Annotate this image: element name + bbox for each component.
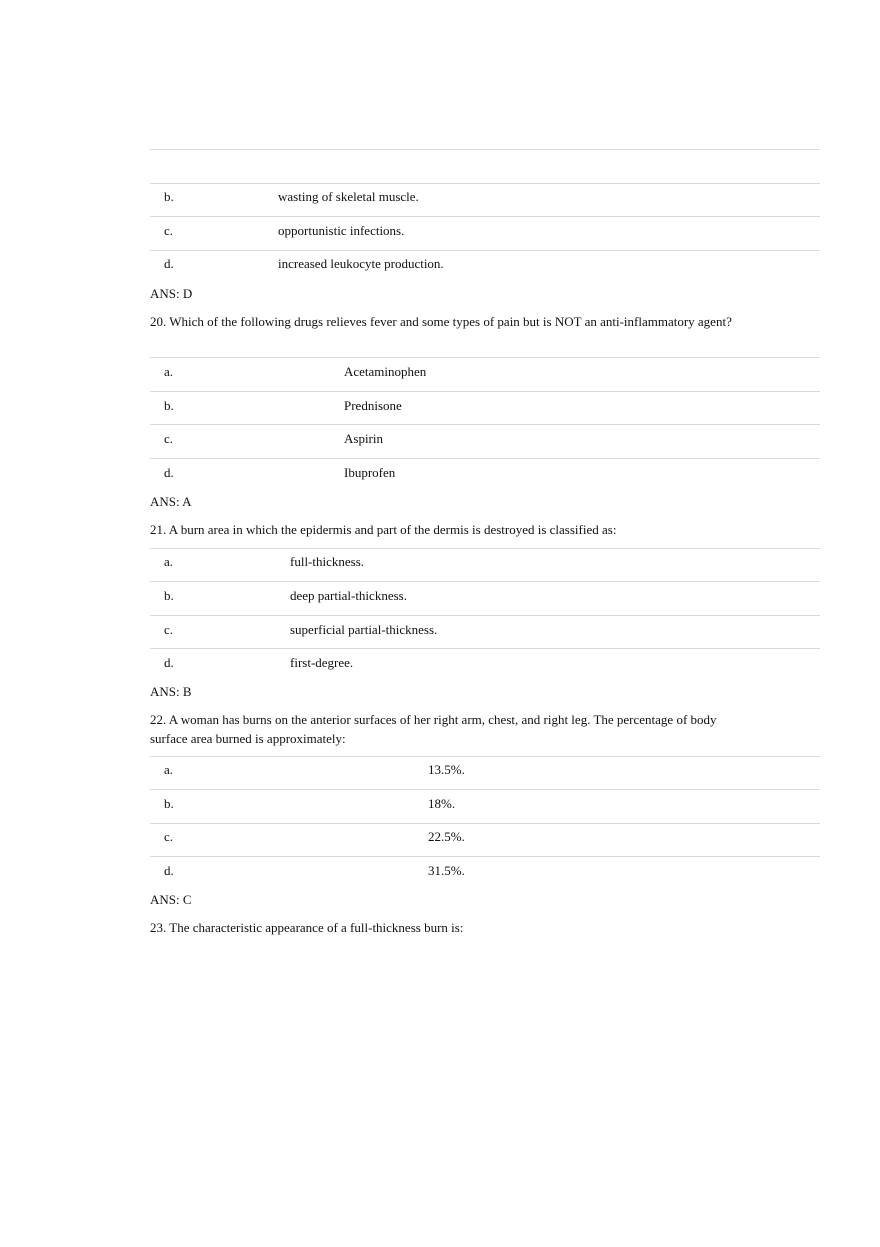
table-rule	[150, 856, 820, 857]
option-text: Prednisone	[344, 398, 402, 413]
answer-key: ANS: B	[150, 684, 192, 699]
table-rule	[150, 756, 820, 757]
option-letter: b.	[164, 398, 174, 413]
option-text: opportunistic infections.	[278, 223, 405, 238]
option-text: 13.5%.	[428, 762, 465, 777]
table-rule	[150, 216, 820, 217]
option-text: Acetaminophen	[344, 364, 427, 379]
answer-key: ANS: D	[150, 286, 193, 301]
option-letter: a.	[164, 762, 174, 777]
option-letter: b.	[164, 189, 174, 204]
option-letter: c.	[164, 223, 174, 238]
table-rule	[150, 458, 820, 459]
question-text: 23. The characteristic appearance of a full-thickness burn is:	[150, 920, 464, 935]
table-rule	[150, 581, 820, 582]
option-text: 31.5%.	[428, 863, 465, 878]
table-rule	[150, 648, 820, 649]
option-text: Aspirin	[344, 431, 383, 446]
table-rule	[150, 615, 820, 616]
option-letter: c.	[164, 431, 174, 446]
question-text: 22. A woman has burns on the anterior surfaces of her right arm, chest, and right leg. The percentage of body surface area burned is approximately:	[150, 712, 717, 746]
option-letter: d.	[164, 465, 174, 480]
answer-key: ANS: C	[150, 892, 192, 907]
option-letter: d.	[164, 256, 174, 271]
option-text: first-degree.	[290, 655, 354, 670]
table-rule	[150, 149, 820, 150]
option-text: full-thickness.	[290, 554, 365, 569]
option-text: deep partial-thickness.	[290, 588, 407, 603]
table-rule	[150, 789, 820, 790]
option-letter: c.	[164, 622, 174, 637]
option-text: 18%.	[428, 796, 456, 811]
option-letter: d.	[164, 863, 174, 878]
question-text: 21. A burn area in which the epidermis and part of the dermis is destroyed is classified as:	[150, 522, 617, 537]
option-text: wasting of skeletal muscle.	[278, 189, 419, 204]
table-rule	[150, 250, 820, 251]
question-text: 20. Which of the following drugs relieves fever and some types of pain but is NOT an anti-inflammatory agent?	[150, 314, 732, 329]
answer-key: ANS: A	[150, 494, 192, 509]
table-rule	[150, 183, 820, 184]
option-letter: b.	[164, 588, 174, 603]
table-rule	[150, 424, 820, 425]
option-letter: a.	[164, 554, 174, 569]
option-letter: c.	[164, 829, 174, 844]
option-letter: d.	[164, 655, 174, 670]
option-text: Ibuprofen	[344, 465, 396, 480]
table-rule	[150, 823, 820, 824]
option-letter: a.	[164, 364, 174, 379]
option-text: 22.5%.	[428, 829, 465, 844]
option-text: superficial partial-thickness.	[290, 622, 438, 637]
table-rule	[150, 391, 820, 392]
option-text: increased leukocyte production.	[278, 256, 444, 271]
option-letter: b.	[164, 796, 174, 811]
table-rule	[150, 548, 820, 549]
table-rule	[150, 357, 820, 358]
